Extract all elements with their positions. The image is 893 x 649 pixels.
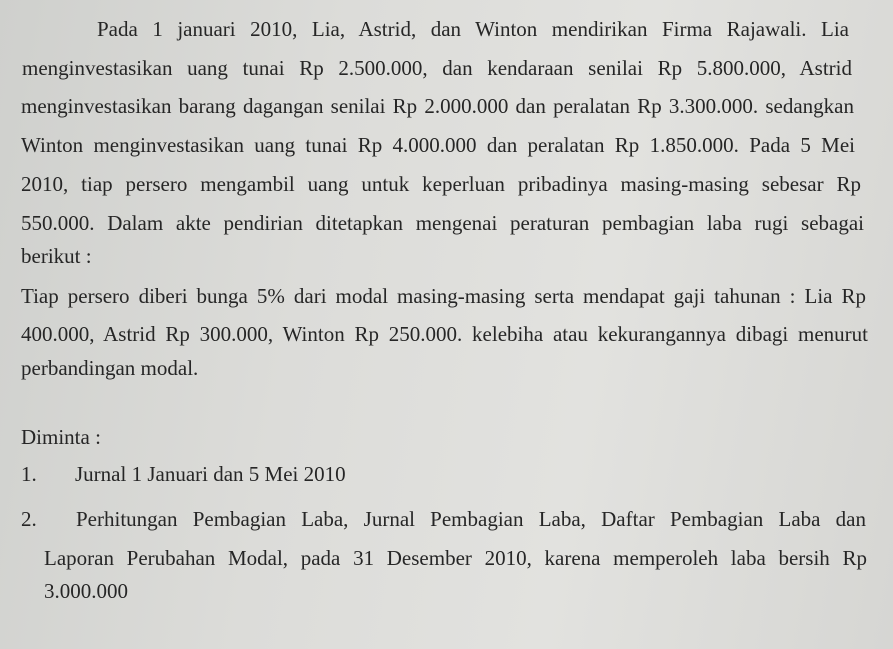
task-heading: Diminta : [21,425,101,449]
task-item-1 [21,461,346,487]
paragraph2-line-2: 400.000, Astrid Rp 300.000, Winton Rp 250.000. kelebiha atau kekurangannya dibagi menurut [21,322,868,346]
paragraph1-line-6: 550.000. Dalam akte pendirian ditetapkan mengenai peraturan pembagian laba rugi sebagai [21,211,864,235]
paragraph1-line-1: Pada 1 januari 2010, Lia, Astrid, dan Winton mendirikan Firma Rajawali. Lia [97,17,849,41]
paragraph1-line-2: menginvestasikan uang tunai Rp 2.500.000, dan kendaraan senilai Rp 5.800.000, Astrid [22,56,852,80]
task-item-2-line-3: 3.000.000 [44,579,128,603]
task-item-1-text: Jurnal 1 Januari dan 5 Mei 2010 [75,462,346,486]
paragraph2-line-1: Tiap persero diberi bunga 5% dari modal masing-masing serta mendapat gaji tahunan : Lia Rp [21,284,866,308]
paragraph2-line-3: perbandingan modal. [21,356,199,380]
paragraph1-line-5: 2010, tiap persero mengambil uang untuk keperluan pribadinya masing-masing sebesar Rp [21,172,861,196]
paragraph1-line-3: menginvestasikan barang dagangan senilai Rp 2.000.000 dan peralatan Rp 3.300.000. sedangkan [21,94,854,118]
task-item-2-number: 2. [21,507,37,531]
paragraph1-line-7: berikut : [21,244,92,268]
task-item-1-number: 1. [21,462,37,486]
paragraph1-line-4: Winton menginvestasikan uang tunai Rp 4.000.000 dan peralatan Rp 1.850.000. Pada 5 Mei [21,133,855,157]
task-item-2-line-2: Laporan Perubahan Modal, pada 31 Desember 2010, karena memperoleh laba bersih Rp [44,546,867,570]
task-item-2-line-1: Perhitungan Pembagian Laba, Jurnal Pembagian Laba, Daftar Pembagian Laba dan [76,507,866,531]
